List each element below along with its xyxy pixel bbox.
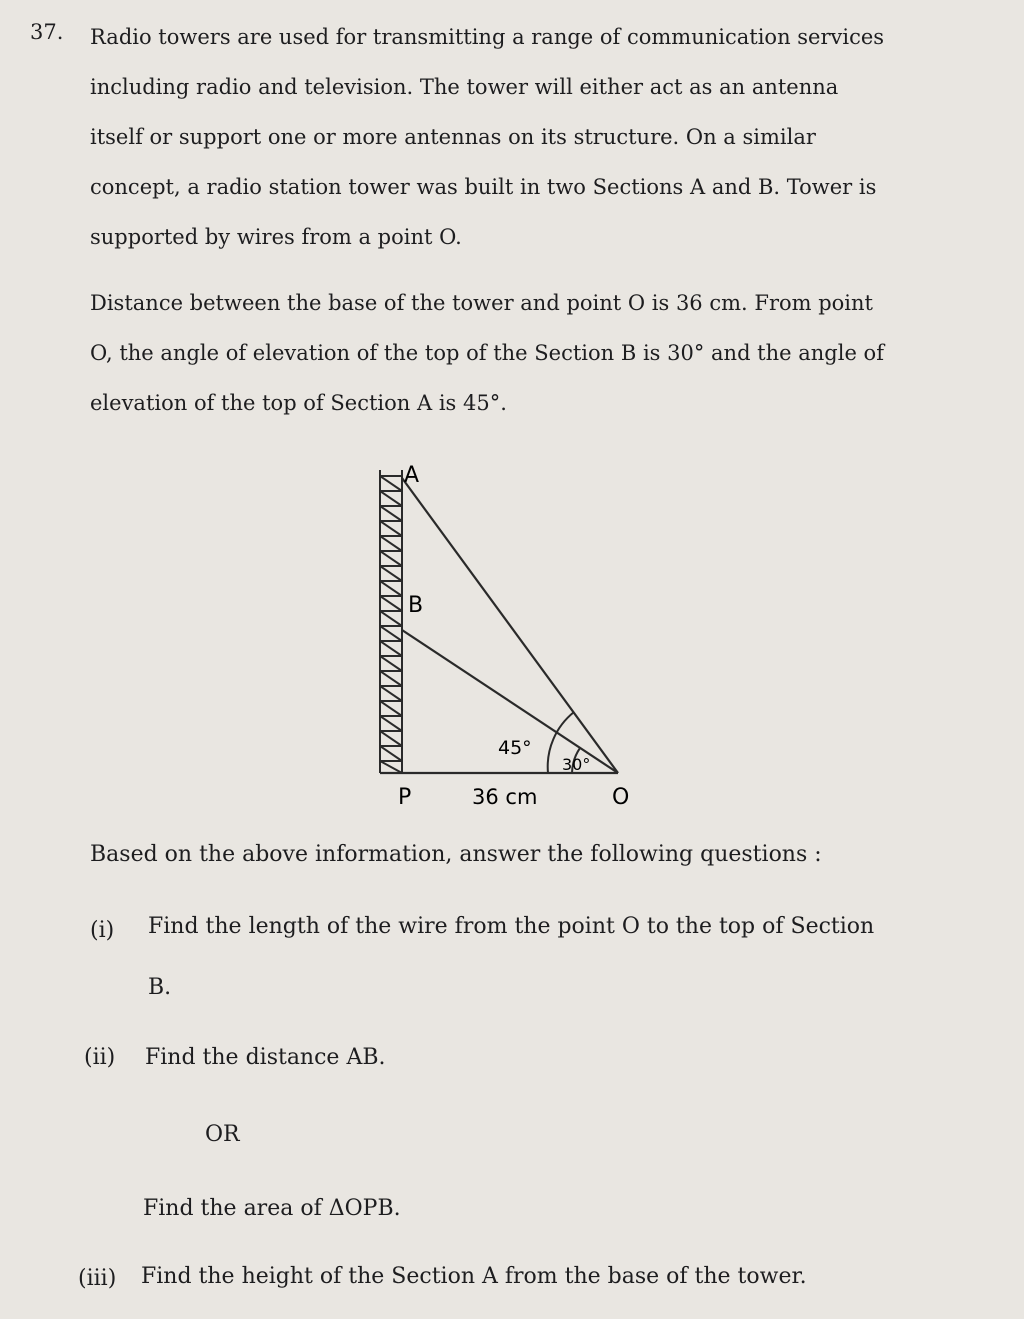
tower-brace	[380, 761, 402, 773]
label-A: A	[404, 463, 420, 488]
instruction-text: Based on the above information, answer the following questions :	[90, 842, 822, 867]
wire-to-A	[402, 478, 618, 773]
tower-brace	[380, 521, 402, 536]
label-B: B	[408, 593, 424, 618]
subquestion-iii-number: (iii)	[78, 1266, 117, 1291]
tower-brace	[380, 641, 402, 656]
intro-line: concept, a radio station tower was built in two Sections A and B. Tower is	[90, 175, 877, 199]
angle-30-label: 30°	[562, 755, 591, 774]
tower-lattice	[380, 470, 402, 773]
subquestion-i-number: (i)	[90, 918, 115, 943]
intro-paragraph	[90, 12, 970, 262]
tower-brace	[380, 476, 402, 491]
subquestion-i-continuation: B.	[148, 975, 172, 1000]
tower-brace	[380, 716, 402, 731]
tower-brace	[380, 686, 402, 701]
label-O: O	[612, 785, 630, 810]
tower-brace	[380, 611, 402, 626]
distance-label: 36 cm	[472, 785, 538, 809]
question-number: 37.	[30, 20, 64, 44]
tower-brace	[380, 536, 402, 551]
intro-line: supported by wires from a point O.	[90, 225, 462, 249]
given-paragraph	[90, 278, 970, 428]
tower-brace	[380, 506, 402, 521]
given-line: Distance between the base of the tower and point O is 36 cm. From point	[90, 291, 873, 315]
tower-brace	[380, 566, 402, 581]
tower-brace	[380, 596, 402, 611]
or-divider: OR	[205, 1122, 240, 1147]
tower-brace	[380, 656, 402, 671]
tower-brace	[380, 746, 402, 761]
tower-brace	[380, 701, 402, 716]
tower-brace	[380, 671, 402, 686]
tower-brace	[380, 731, 402, 746]
subquestion-iii-text: Find the height of the Section A from the base of the tower.	[141, 1264, 807, 1289]
angle-45-label: 45°	[498, 737, 532, 759]
tower-brace	[380, 626, 402, 641]
subquestion-ii-text: Find the distance AB.	[145, 1045, 386, 1070]
intro-line: itself or support one or more antennas on its structure. On a similar	[90, 125, 816, 149]
tower-brace	[380, 551, 402, 566]
intro-line: Radio towers are used for transmitting a range of communication services	[90, 25, 885, 49]
intro-line: including radio and television. The tower will either act as an antenna	[90, 75, 839, 99]
tower-brace	[380, 491, 402, 506]
subquestion-ii-number: (ii)	[84, 1045, 116, 1070]
subquestion-ii-alternative: Find the area of ΔOPB.	[143, 1196, 401, 1221]
tower-rungs	[380, 476, 402, 773]
tower-brace	[380, 581, 402, 596]
given-line: elevation of the top of Section A is 45°.	[90, 391, 507, 415]
tower-diagram	[360, 450, 660, 820]
label-P: P	[398, 785, 412, 810]
given-line: O, the angle of elevation of the top of the Section B is 30° and the angle of	[90, 341, 884, 365]
subquestion-i-text: Find the length of the wire from the point O to the top of Section	[148, 914, 875, 939]
